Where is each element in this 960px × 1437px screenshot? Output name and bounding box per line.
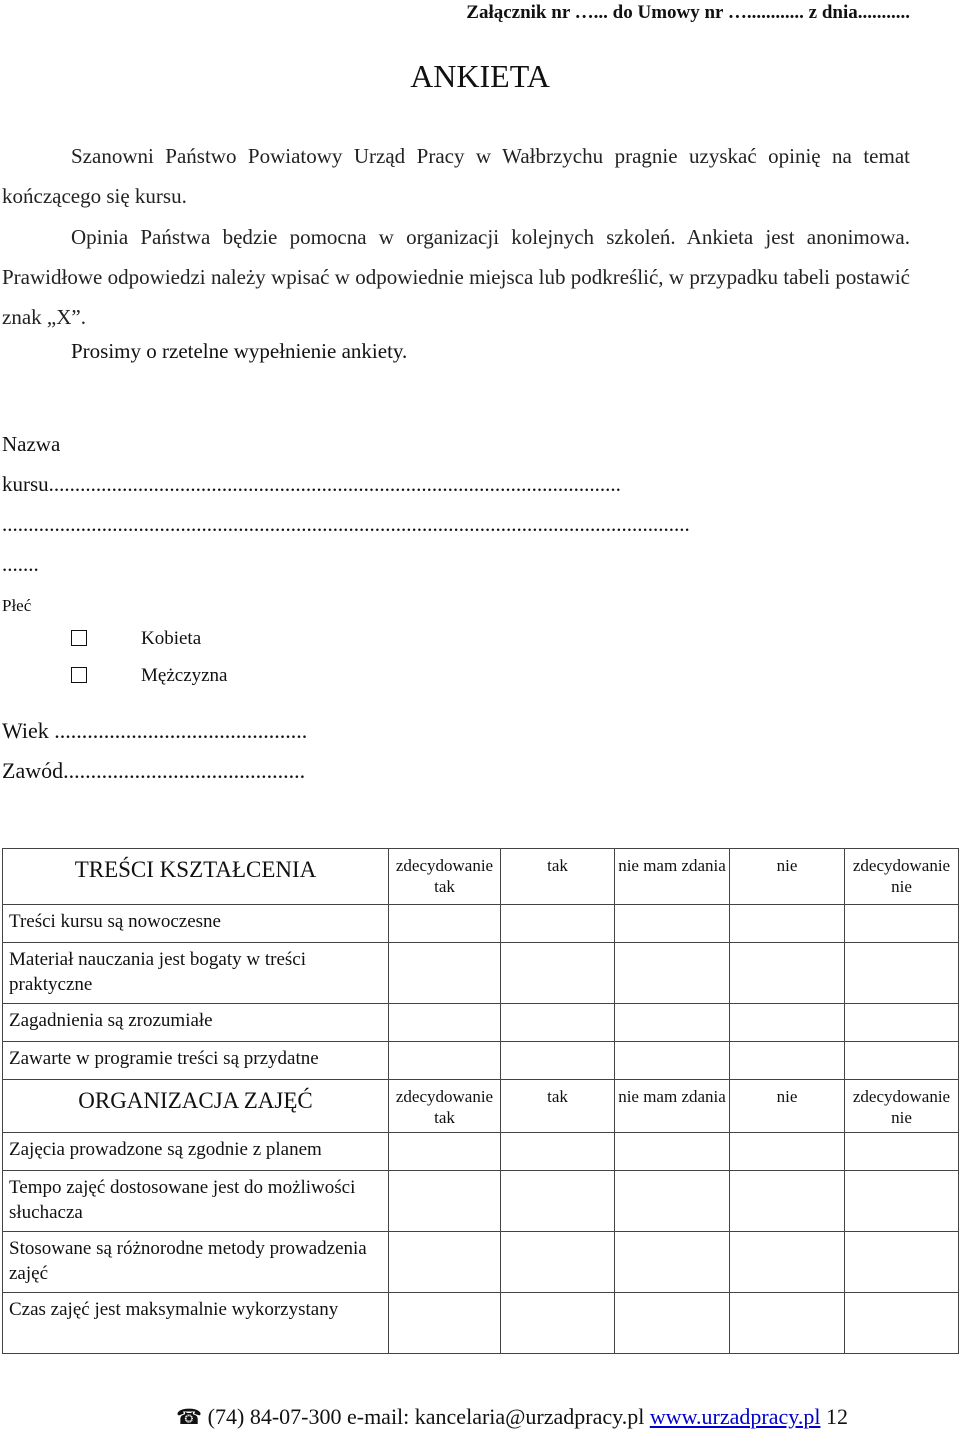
answer-cell[interactable] [845, 1004, 959, 1042]
answer-cell[interactable] [730, 1004, 845, 1042]
answer-cell[interactable] [389, 1133, 501, 1171]
table-row [3, 1042, 959, 1080]
section-heading: TREŚCI KSZTAŁCENIA [3, 849, 389, 905]
answer-cell[interactable] [845, 905, 959, 943]
table-row [3, 1004, 959, 1042]
answer-cell[interactable] [501, 1042, 615, 1080]
answer-cell[interactable] [845, 1133, 959, 1171]
gender-female-label: Kobieta [141, 628, 202, 649]
answer-cell[interactable] [615, 1171, 730, 1232]
course-label: Nazwa [2, 432, 61, 456]
table-row [3, 1133, 959, 1171]
answer-cell[interactable] [730, 1042, 845, 1080]
answer-cell[interactable] [501, 1232, 615, 1293]
row-label: Tempo zajęć dostosowane jest do możliwości słuchacza [3, 1171, 389, 1232]
survey-table [2, 848, 959, 1354]
table-row [3, 943, 959, 1004]
course-name-field-line3[interactable]: ....... [2, 552, 39, 576]
answer-cell[interactable] [389, 1042, 501, 1080]
gender-option-male[interactable] [71, 667, 87, 688]
checkbox-female[interactable] [71, 630, 87, 646]
answer-cell[interactable] [615, 1133, 730, 1171]
row-label: Zawarte w programie treści są przydatne [3, 1042, 389, 1080]
table-row [3, 1293, 959, 1354]
answer-cell[interactable] [501, 1004, 615, 1042]
answer-cell[interactable] [389, 905, 501, 943]
answer-cell[interactable] [845, 1042, 959, 1080]
answer-cell[interactable] [501, 1293, 615, 1354]
col-no-opinion: nie mam zdania [615, 1080, 730, 1133]
col-no: nie [730, 849, 845, 905]
answer-cell[interactable] [845, 1171, 959, 1232]
table-row [3, 905, 959, 943]
footer-contact: (74) 84-07-300 e-mail: kancelaria@urzadpracy.pl [207, 1404, 645, 1429]
phone-icon: ☎ [176, 1405, 203, 1429]
answer-cell[interactable] [730, 1293, 845, 1354]
answer-cell[interactable] [501, 943, 615, 1004]
intro-text-2: Opinia Państwa będzie pomocna w organizacji kolejnych szkoleń. Ankieta jest anonimowa. Prawidłowe odpowiedzi należy wpisać w odpowiednie miejsca lub podkreślić, w przypadku tabeli postawić znak „X”. [2, 225, 910, 329]
age-field[interactable]: Wiek .............................................. [2, 718, 308, 743]
course-name-field-line2[interactable]: ................................................................................................................................... [2, 512, 690, 536]
table-row [3, 1171, 959, 1232]
section-header-row [3, 1080, 959, 1133]
row-label: Zajęcia prowadzone są zgodnie z planem [3, 1133, 389, 1171]
answer-cell[interactable] [615, 1042, 730, 1080]
page-title: ANKIETA [410, 58, 550, 94]
answer-cell[interactable] [501, 1133, 615, 1171]
checkbox-male[interactable] [71, 667, 87, 683]
col-no: nie [730, 1080, 845, 1133]
row-label: Treści kursu są nowoczesne [3, 905, 389, 943]
table-row [3, 1232, 959, 1293]
col-no-opinion: nie mam zdania [615, 849, 730, 905]
answer-cell[interactable] [501, 905, 615, 943]
section-header-row [3, 849, 959, 905]
answer-cell[interactable] [501, 1171, 615, 1232]
answer-cell[interactable] [730, 1133, 845, 1171]
intro-paragraph-1 [2, 136, 910, 216]
answer-cell[interactable] [389, 1293, 501, 1354]
occupation-field[interactable]: Zawód............................................ [2, 758, 306, 783]
answer-cell[interactable] [389, 1171, 501, 1232]
answer-cell[interactable] [730, 1232, 845, 1293]
col-strongly-yes: zdecydowanie tak [389, 1080, 501, 1133]
gender-option-female[interactable] [71, 630, 87, 651]
col-strongly-no: zdecydowanie nie [845, 1080, 959, 1133]
col-strongly-no: zdecydowanie nie [845, 849, 959, 905]
course-name-field-line1[interactable]: kursu............................................................................................................. [2, 472, 621, 496]
answer-cell[interactable] [730, 905, 845, 943]
answer-cell[interactable] [389, 943, 501, 1004]
answer-cell[interactable] [730, 1171, 845, 1232]
row-label: Stosowane są różnorodne metody prowadzenia zajęć [3, 1232, 389, 1293]
col-yes: tak [501, 849, 615, 905]
answer-cell[interactable] [730, 943, 845, 1004]
answer-cell[interactable] [845, 1232, 959, 1293]
row-label: Czas zajęć jest maksymalnie wykorzystany [3, 1293, 389, 1354]
website-link[interactable]: www.urzadpracy.pl [649, 1404, 821, 1429]
answer-cell[interactable] [615, 905, 730, 943]
row-label: Zagadnienia są zrozumiałe [3, 1004, 389, 1042]
answer-cell[interactable] [845, 1293, 959, 1354]
answer-cell[interactable] [389, 1232, 501, 1293]
intro-paragraph-3: Prosimy o rzetelne wypełnienie ankiety. [71, 339, 408, 363]
intro-paragraph-2 [2, 217, 910, 337]
gender-label: Płeć [2, 596, 32, 615]
answer-cell[interactable] [389, 1004, 501, 1042]
col-yes: tak [501, 1080, 615, 1133]
answer-cell[interactable] [615, 943, 730, 1004]
intro-text-1: Szanowni Państwo Powiatowy Urząd Pracy w Wałbrzychu pragnie uzyskać opinię na temat kończącego się kursu. [2, 144, 910, 208]
col-strongly-yes: zdecydowanie tak [389, 849, 501, 905]
attachment-header: Załącznik nr …... do Umowy nr …............ z dnia........... [466, 2, 910, 23]
answer-cell[interactable] [615, 1232, 730, 1293]
row-label: Materiał nauczania jest bogaty w treści praktyczne [3, 943, 389, 1004]
gender-male-label: Mężczyzna [141, 665, 228, 686]
page-number: 12 [825, 1404, 848, 1429]
section-heading: ORGANIZACJA ZAJĘĆ [3, 1080, 389, 1133]
page-footer [176, 1404, 848, 1430]
answer-cell[interactable] [615, 1004, 730, 1042]
answer-cell[interactable] [615, 1293, 730, 1354]
answer-cell[interactable] [845, 943, 959, 1004]
